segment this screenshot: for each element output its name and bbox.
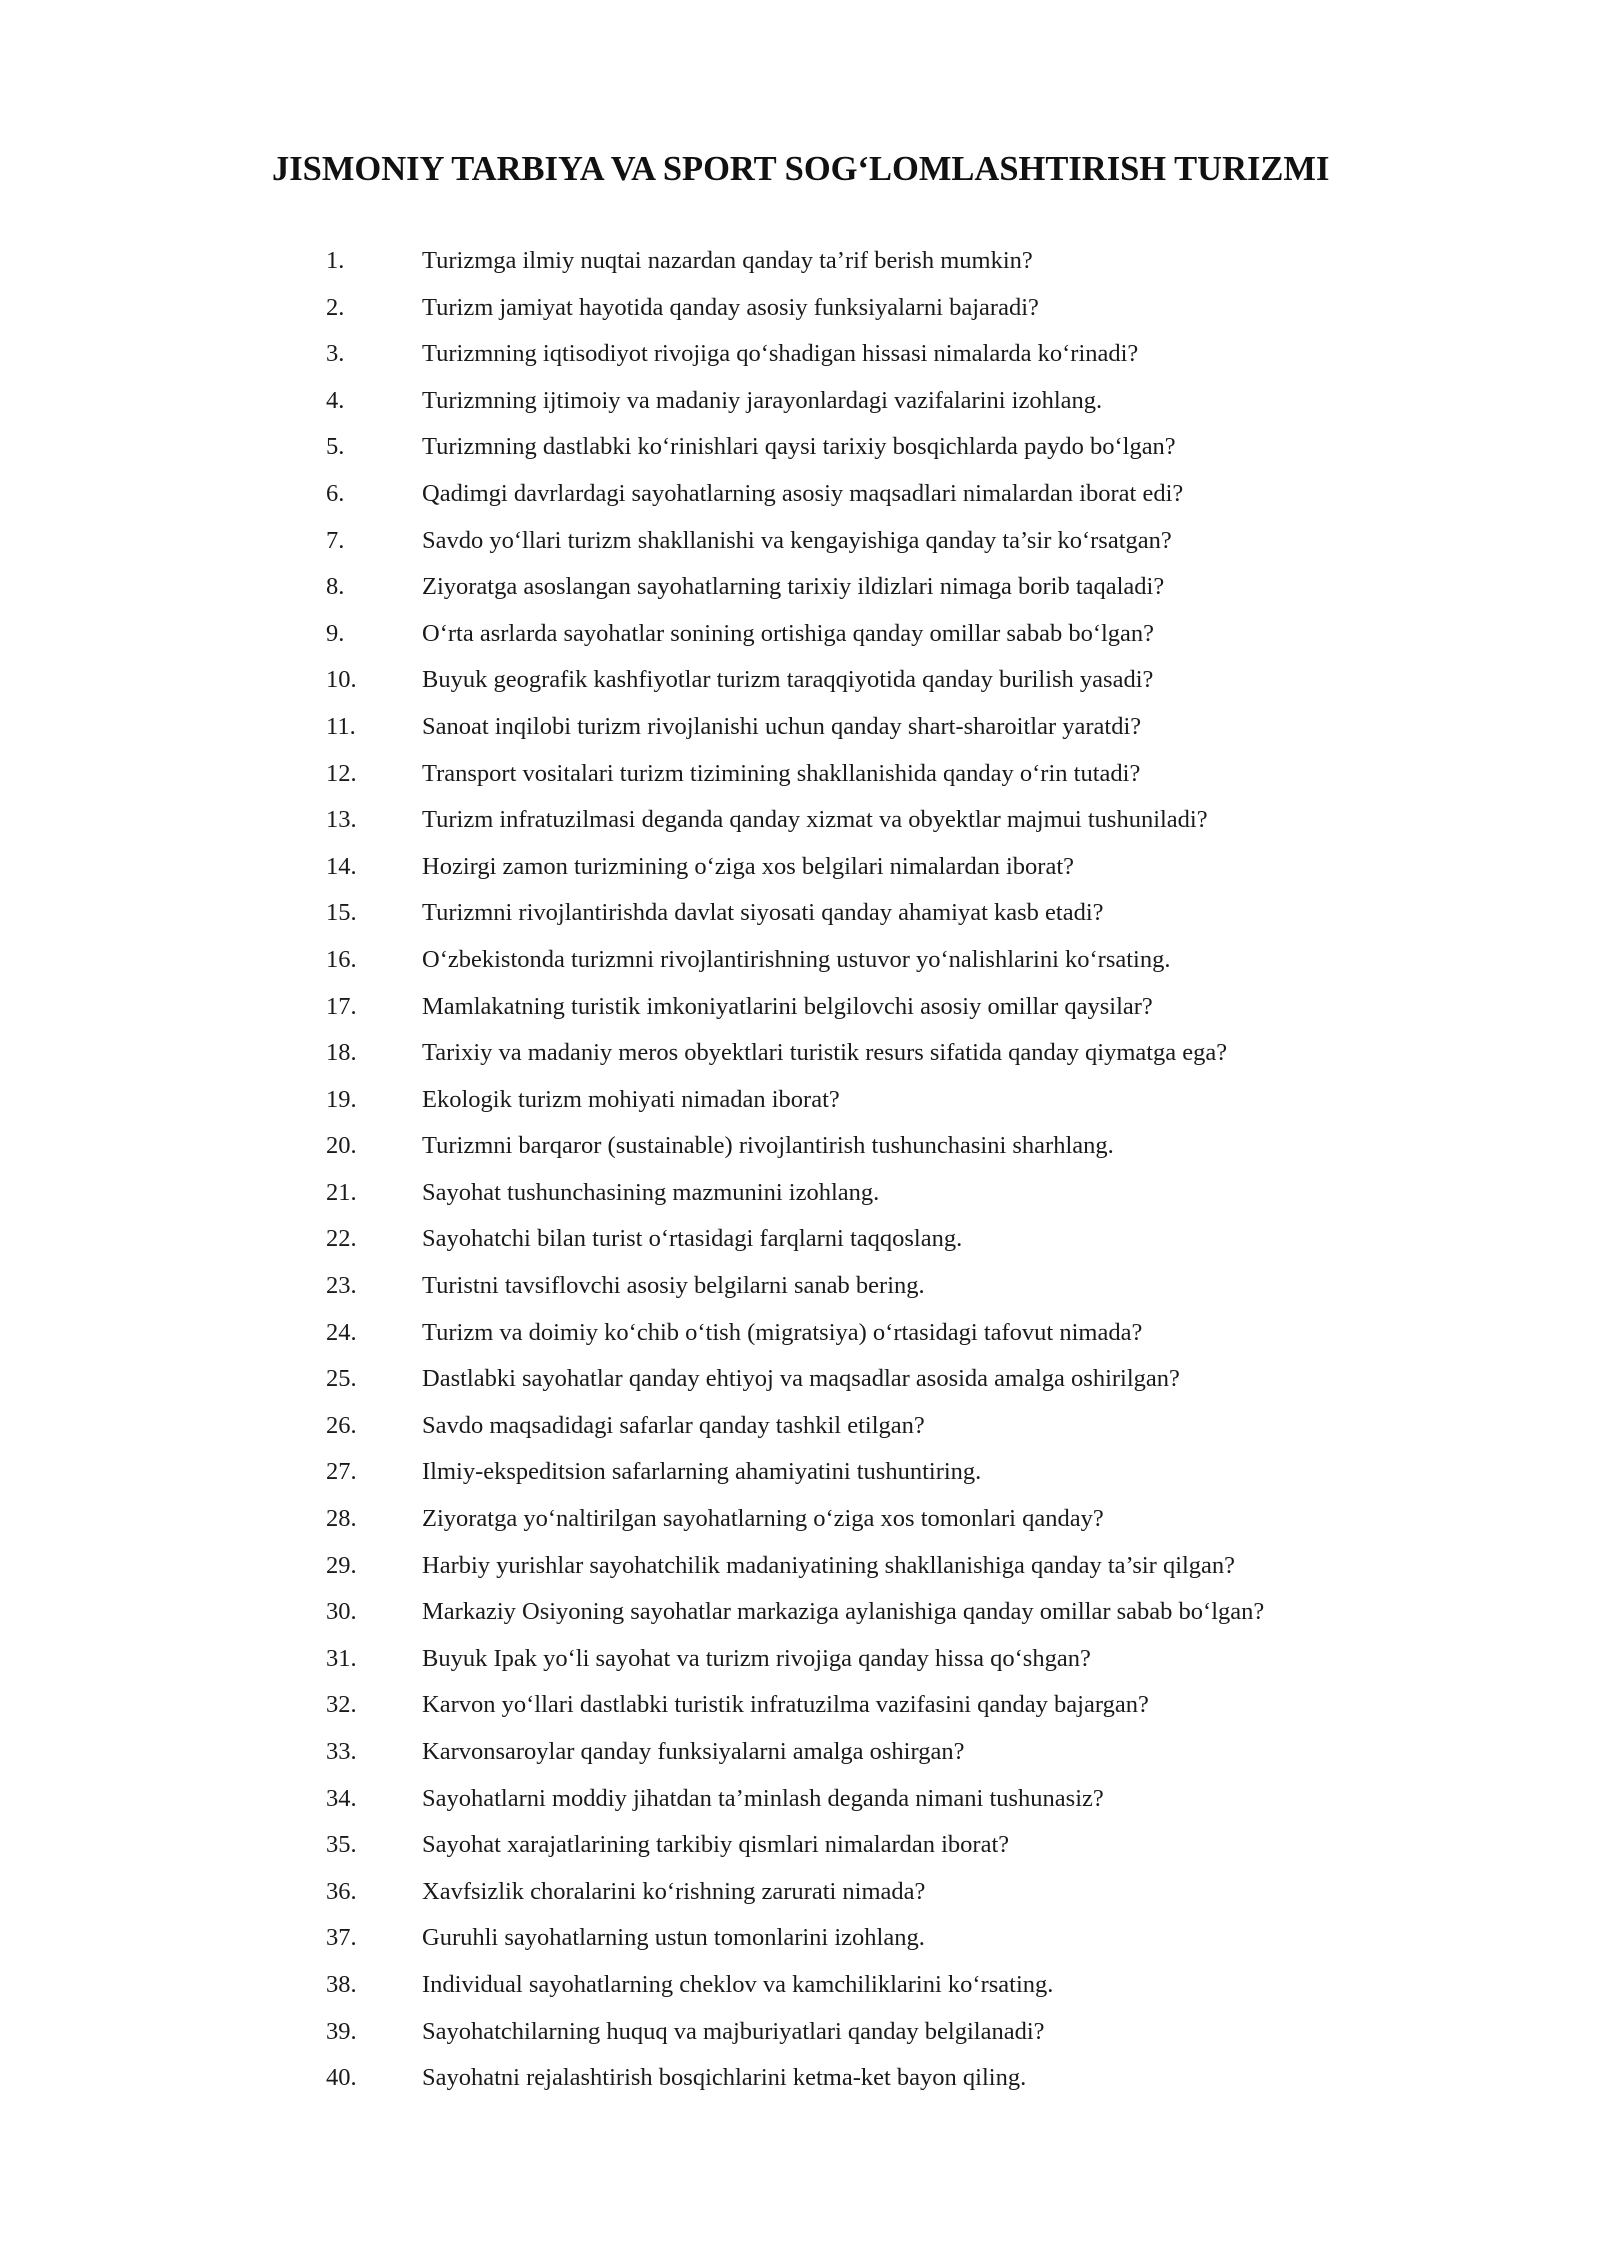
question-text: Buyuk Ipak yo‘li sayohat va turizm rivojiga qanday hissa qo‘shgan? bbox=[422, 1644, 1091, 1672]
question-number: 35. bbox=[326, 1831, 357, 1859]
question-number: 1. bbox=[326, 247, 345, 274]
question-number: 38. bbox=[326, 1970, 357, 1998]
question-text: Turizmning dastlabki ko‘rinishlari qaysi tarixiy bosqichlarda paydo bo‘lgan? bbox=[422, 433, 1176, 461]
question-text: Turizmni barqaror (sustainable) rivojlantirish tushunchasini sharhlang. bbox=[422, 1132, 1114, 1160]
question-number: 34. bbox=[326, 1784, 357, 1812]
question-text: Turizm jamiyat hayotida qanday asosiy funksiyalarni bajaradi? bbox=[422, 293, 1039, 321]
question-number: 12. bbox=[326, 759, 357, 787]
question-item bbox=[0, 848, 1600, 895]
question-number: 8. bbox=[326, 573, 345, 601]
question-item bbox=[0, 1919, 1600, 1966]
question-number: 17. bbox=[326, 992, 357, 1020]
question-text: Individual sayohatlarning cheklov va kamchiliklarini ko‘rsating. bbox=[422, 1970, 1054, 1998]
question-number: 23. bbox=[326, 1272, 357, 1300]
question-text: Sayohat tushunchasining mazmunini izohlang. bbox=[422, 1178, 880, 1206]
question-text: Turizmga ilmiy nuqtai nazardan qanday ta’rif berish mumkin? bbox=[422, 247, 1033, 274]
question-item bbox=[0, 1220, 1600, 1267]
question-item bbox=[0, 1593, 1600, 1640]
question-item bbox=[0, 661, 1600, 708]
document-title: JISMONIY TARBIYA VA SPORT SOG‘LOMLASHTIRISH TURIZMI bbox=[272, 150, 1330, 188]
question-number: 30. bbox=[326, 1598, 357, 1626]
question-number: 24. bbox=[326, 1318, 357, 1346]
question-number: 21. bbox=[326, 1178, 357, 1206]
question-number: 18. bbox=[326, 1039, 357, 1067]
question-number: 10. bbox=[326, 666, 357, 694]
question-number: 40. bbox=[326, 2064, 357, 2092]
question-number: 11. bbox=[326, 712, 356, 740]
question-text: Turizm infratuzilmasi deganda qanday xizmat va obyektlar majmui tushuniladi? bbox=[422, 806, 1208, 834]
question-number: 13. bbox=[326, 806, 357, 834]
question-item bbox=[0, 568, 1600, 615]
question-number: 3. bbox=[326, 340, 345, 368]
question-number: 7. bbox=[326, 526, 345, 554]
question-text: Hozirgi zamon turizmining o‘ziga xos belgilari nimalardan iborat? bbox=[422, 852, 1075, 880]
question-text: Sayohat xarajatlarining tarkibiy qismlari nimalardan iborat? bbox=[422, 1831, 1010, 1859]
question-item bbox=[0, 1640, 1600, 1687]
question-item bbox=[0, 475, 1600, 522]
question-text: Sanoat inqilobi turizm rivojlanishi uchun qanday shart-sharoitlar yaratdi? bbox=[422, 712, 1142, 740]
question-number: 19. bbox=[326, 1085, 357, 1113]
question-number: 25. bbox=[326, 1365, 357, 1393]
question-item bbox=[0, 708, 1600, 755]
question-text: Sayohatni rejalashtirish bosqichlarini ketma-ket bayon qiling. bbox=[422, 2064, 1027, 2092]
question-item bbox=[0, 801, 1600, 848]
question-text: Turistni tavsiflovchi asosiy belgilarni sanab bering. bbox=[422, 1272, 925, 1300]
question-number: 9. bbox=[326, 619, 345, 647]
question-item bbox=[0, 289, 1600, 336]
question-item bbox=[0, 1127, 1600, 1174]
question-item bbox=[0, 1174, 1600, 1221]
question-number: 33. bbox=[326, 1738, 357, 1765]
question-number: 29. bbox=[326, 1551, 357, 1579]
question-text: O‘rta asrlarda sayohatlar sonining ortishiga qanday omillar sabab bo‘lgan? bbox=[422, 619, 1155, 647]
question-item bbox=[0, 1453, 1600, 1500]
question-item bbox=[0, 1034, 1600, 1081]
question-text: Dastlabki sayohatlar qanday ehtiyoj va maqsadlar asosida amalga oshirilgan? bbox=[422, 1365, 1180, 1393]
question-text: Qadimgi davrlardagi sayohatlarning asosiy maqsadlari nimalardan iborat edi? bbox=[422, 479, 1184, 507]
question-number: 27. bbox=[326, 1458, 357, 1486]
question-item bbox=[0, 335, 1600, 382]
question-item bbox=[0, 1314, 1600, 1361]
question-number: 15. bbox=[326, 899, 357, 927]
question-item bbox=[0, 2013, 1600, 2060]
question-item bbox=[0, 1500, 1600, 1547]
question-number: 4. bbox=[326, 386, 345, 414]
question-text: Sayohatchilarning huquq va majburiyatlari qanday belgilanadi? bbox=[422, 2017, 1045, 2045]
question-text: Savdo yo‘llari turizm shakllanishi va kengayishiga qanday ta’sir ko‘rsatgan? bbox=[422, 526, 1172, 554]
question-text: Karvonsaroylar qanday funksiyalarni amalga oshirgan? bbox=[422, 1738, 965, 1765]
question-text: Turizmni rivojlantirishda davlat siyosati qanday ahamiyat kasb etadi? bbox=[422, 899, 1104, 927]
question-text: Ziyoratga asoslangan sayohatlarning tarixiy ildizlari nimaga borib taqaladi? bbox=[422, 573, 1165, 601]
question-item bbox=[0, 2059, 1600, 2106]
question-item bbox=[0, 1966, 1600, 2013]
question-number: 14. bbox=[326, 852, 357, 880]
question-number: 2. bbox=[326, 293, 345, 321]
question-item bbox=[0, 941, 1600, 988]
question-number: 31. bbox=[326, 1644, 357, 1672]
question-text: Buyuk geografik kashfiyotlar turizm taraqqiyotida qanday burilish yasadi? bbox=[422, 666, 1154, 694]
question-item bbox=[0, 1733, 1600, 1780]
question-text: Karvon yo‘llari dastlabki turistik infratuzilma vazifasini qanday bajargan? bbox=[422, 1691, 1149, 1719]
question-text: Savdo maqsadidagi safarlar qanday tashkil etilgan? bbox=[422, 1411, 925, 1439]
question-item bbox=[0, 522, 1600, 569]
question-text: Turizmning ijtimoiy va madaniy jarayonlardagi vazifalarini izohlang. bbox=[422, 386, 1103, 414]
question-item bbox=[0, 1780, 1600, 1827]
question-text: Turizm va doimiy ko‘chib o‘tish (migratsiya) o‘rtasidagi tafovut nimada? bbox=[422, 1318, 1143, 1346]
question-text: Ilmiy-ekspeditsion safarlarning ahamiyatini tushuntiring. bbox=[422, 1458, 982, 1486]
question-item bbox=[0, 242, 1600, 289]
question-item bbox=[0, 755, 1600, 802]
question-item bbox=[0, 428, 1600, 475]
question-text: Turizmning iqtisodiyot rivojiga qo‘shadigan hissasi nimalarda ko‘rinadi? bbox=[422, 340, 1139, 368]
question-number: 6. bbox=[326, 479, 345, 507]
question-text: Sayohatlarni moddiy jihatdan ta’minlash deganda nimani tushunasiz? bbox=[422, 1784, 1104, 1812]
question-item bbox=[0, 1826, 1600, 1873]
question-number: 5. bbox=[326, 433, 345, 461]
question-item bbox=[0, 1547, 1600, 1594]
question-number: 20. bbox=[326, 1132, 357, 1160]
question-text: Harbiy yurishlar sayohatchilik madaniyatining shakllanishiga qanday ta’sir qilgan? bbox=[422, 1551, 1236, 1579]
question-item bbox=[0, 988, 1600, 1035]
question-item bbox=[0, 1360, 1600, 1407]
question-item bbox=[0, 1081, 1600, 1128]
question-number: 37. bbox=[326, 1924, 357, 1952]
question-item bbox=[0, 894, 1600, 941]
question-number: 32. bbox=[326, 1691, 357, 1719]
question-item bbox=[0, 1873, 1600, 1920]
question-text: Mamlakatning turistik imkoniyatlarini belgilovchi asosiy omillar qaysilar? bbox=[422, 992, 1153, 1020]
question-text: Sayohatchi bilan turist o‘rtasidagi farqlarni taqqoslang. bbox=[422, 1225, 963, 1253]
question-list bbox=[0, 242, 1600, 2106]
question-item bbox=[0, 615, 1600, 662]
question-text: O‘zbekistonda turizmni rivojlantirishning ustuvor yo‘nalishlarini ko‘rsating. bbox=[422, 945, 1171, 973]
question-item bbox=[0, 1686, 1600, 1733]
question-item bbox=[0, 382, 1600, 429]
question-text: Markaziy Osiyoning sayohatlar markaziga aylanishiga qanday omillar sabab bo‘lgan? bbox=[422, 1598, 1265, 1626]
question-number: 26. bbox=[326, 1411, 357, 1439]
question-number: 16. bbox=[326, 945, 357, 973]
question-text: Guruhli sayohatlarning ustun tomonlarini izohlang. bbox=[422, 1924, 925, 1952]
question-text: Ziyoratga yo‘naltirilgan sayohatlarning o‘ziga xos tomonlari qanday? bbox=[422, 1505, 1104, 1533]
question-text: Transport vositalari turizm tizimining shakllanishida qanday o‘rin tutadi? bbox=[422, 759, 1141, 787]
question-number: 28. bbox=[326, 1505, 357, 1533]
question-item bbox=[0, 1267, 1600, 1314]
question-number: 39. bbox=[326, 2017, 357, 2045]
question-text: Xavfsizlik choralarini ko‘rishning zarurati nimada? bbox=[422, 1877, 926, 1905]
question-item bbox=[0, 1407, 1600, 1454]
question-number: 22. bbox=[326, 1225, 357, 1253]
question-number: 36. bbox=[326, 1877, 357, 1905]
question-text: Tarixiy va madaniy meros obyektlari turistik resurs sifatida qanday qiymatga ega? bbox=[422, 1039, 1228, 1067]
question-text: Ekologik turizm mohiyati nimadan iborat? bbox=[422, 1085, 840, 1113]
